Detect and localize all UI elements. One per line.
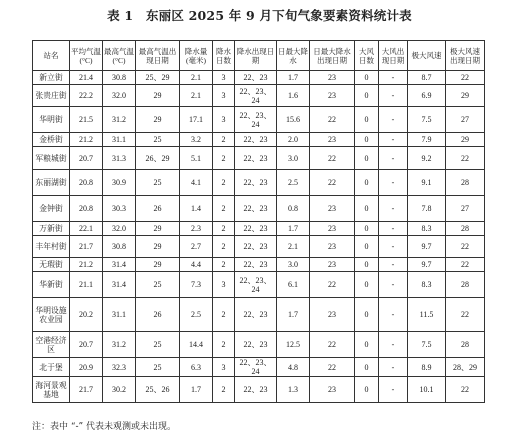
data-cell: - (379, 107, 408, 133)
table-row (33, 196, 485, 222)
data-cell: 2.1 (180, 71, 213, 85)
data-cell: 6.3 (180, 358, 213, 377)
station-name-cell: 金桥街 (33, 133, 70, 147)
data-cell: 3 (213, 85, 235, 107)
data-cell: 25、26 (136, 377, 180, 403)
data-cell: 31.1 (103, 298, 136, 332)
data-cell: 0.8 (277, 196, 310, 222)
header-row (33, 41, 485, 71)
station-name-cell: 东丽湖街 (33, 170, 70, 196)
data-cell: 4.1 (180, 170, 213, 196)
data-cell: 0 (355, 272, 379, 298)
weather-stats-table (32, 40, 485, 403)
data-cell: 21.7 (70, 377, 103, 403)
data-cell: 29 (136, 258, 180, 272)
data-cell: 9.1 (408, 170, 446, 196)
data-cell: 22.1 (70, 222, 103, 236)
data-cell: 20.8 (70, 170, 103, 196)
data-cell: 29 (446, 85, 485, 107)
data-cell: 22 (310, 170, 355, 196)
data-cell: 1.3 (277, 377, 310, 403)
data-cell: 3.0 (277, 147, 310, 170)
data-cell: - (379, 133, 408, 147)
data-cell: 20.8 (70, 196, 103, 222)
column-header: 极大风速出现日期 (446, 41, 485, 71)
data-cell: 23 (310, 236, 355, 258)
data-cell: 2.5 (180, 298, 213, 332)
data-cell: 27 (446, 196, 485, 222)
data-cell: 21.4 (70, 71, 103, 85)
data-cell: 32.0 (103, 222, 136, 236)
data-cell: - (379, 196, 408, 222)
data-cell: 2.5 (277, 170, 310, 196)
data-cell: - (379, 222, 408, 236)
data-cell: - (379, 236, 408, 258)
data-cell: - (379, 170, 408, 196)
data-cell: 0 (355, 358, 379, 377)
table-row (33, 170, 485, 196)
data-cell: 23 (310, 85, 355, 107)
data-cell: 22、23、24 (235, 358, 277, 377)
data-cell: 31.4 (103, 258, 136, 272)
data-cell: 2 (213, 377, 235, 403)
data-cell: 20.7 (70, 147, 103, 170)
data-cell: 4.8 (277, 358, 310, 377)
data-cell: 22.2 (70, 85, 103, 107)
data-cell: 26 (136, 298, 180, 332)
data-cell: 28 (446, 332, 485, 358)
data-cell: 2 (213, 147, 235, 170)
data-cell: 23 (310, 258, 355, 272)
data-cell: 22、23、24 (235, 107, 277, 133)
data-cell: 0 (355, 170, 379, 196)
data-cell: 23 (310, 298, 355, 332)
data-cell: 21.5 (70, 107, 103, 133)
column-header: 日最大降水出现日期 (310, 41, 355, 71)
data-cell: 2.3 (180, 222, 213, 236)
data-cell: 22、23、24 (235, 85, 277, 107)
data-cell: 31.2 (103, 107, 136, 133)
data-cell: 3.0 (277, 258, 310, 272)
table-row (33, 236, 485, 258)
data-cell: 22 (446, 236, 485, 258)
data-cell: 1.7 (180, 377, 213, 403)
data-cell: 8.9 (408, 358, 446, 377)
data-cell: 17.1 (180, 107, 213, 133)
data-cell: 32.0 (103, 85, 136, 107)
table-title: 表 1 东丽区 2025 年 9 月下旬气象要素资料统计表 (107, 8, 412, 23)
data-cell: 30.3 (103, 196, 136, 222)
data-cell: 25 (136, 332, 180, 358)
data-cell: 21.7 (70, 236, 103, 258)
table-row (33, 222, 485, 236)
data-cell: - (379, 71, 408, 85)
data-cell: - (379, 298, 408, 332)
column-header: 最高气温出现日期 (136, 41, 180, 71)
column-header: 降水量(毫米) (180, 41, 213, 71)
station-name-cell: 丰年村街 (33, 236, 70, 258)
data-cell: 2 (213, 196, 235, 222)
station-name-cell: 新立街 (33, 71, 70, 85)
data-cell: 21.1 (70, 272, 103, 298)
data-cell: - (379, 358, 408, 377)
table-row (33, 107, 485, 133)
data-cell: 29 (136, 107, 180, 133)
data-cell: 2 (213, 332, 235, 358)
data-cell: 22、23 (235, 196, 277, 222)
data-cell: 0 (355, 377, 379, 403)
column-header: 大风日数 (355, 41, 379, 71)
table-body (33, 71, 485, 403)
data-cell: 1.7 (277, 222, 310, 236)
data-cell: 2 (213, 298, 235, 332)
data-cell: 26 (136, 196, 180, 222)
data-cell: 2.1 (277, 236, 310, 258)
data-cell: 31.4 (103, 272, 136, 298)
data-cell: 29 (446, 133, 485, 147)
station-name-cell: 华明设施农业园 (33, 298, 70, 332)
data-cell: 2 (213, 258, 235, 272)
data-cell: 3 (213, 358, 235, 377)
data-cell: 9.7 (408, 236, 446, 258)
data-cell: 2 (213, 133, 235, 147)
table-row (33, 298, 485, 332)
data-cell: 3 (213, 71, 235, 85)
data-cell: 23 (310, 196, 355, 222)
data-cell: - (379, 377, 408, 403)
station-name-cell: 华新街 (33, 272, 70, 298)
station-name-cell: 北于堡 (33, 358, 70, 377)
data-cell: 25 (136, 133, 180, 147)
data-cell: 22 (310, 358, 355, 377)
data-cell: 31.2 (103, 332, 136, 358)
data-cell: - (379, 272, 408, 298)
data-cell: 2 (213, 222, 235, 236)
station-name-cell: 华明街 (33, 107, 70, 133)
column-header: 最高气温(°C) (103, 41, 136, 71)
data-cell: 2.1 (180, 85, 213, 107)
table-row (33, 332, 485, 358)
data-cell: 7.3 (180, 272, 213, 298)
data-cell: 7.9 (408, 133, 446, 147)
data-cell: 30.8 (103, 236, 136, 258)
data-cell: 1.6 (277, 85, 310, 107)
data-cell: 22、23 (235, 71, 277, 85)
data-cell: 0 (355, 71, 379, 85)
data-cell: 28 (446, 272, 485, 298)
column-header: 降水出现日期 (235, 41, 277, 71)
data-cell: 31.1 (103, 133, 136, 147)
station-name-cell: 金钟街 (33, 196, 70, 222)
table-note: 注：表中 “-” 代表未观测或未出现。 (32, 422, 176, 432)
data-cell: 23 (310, 377, 355, 403)
data-cell: 22、23 (235, 258, 277, 272)
data-cell: 25 (136, 358, 180, 377)
data-cell: 29 (136, 222, 180, 236)
data-cell: - (379, 332, 408, 358)
data-cell: 4.4 (180, 258, 213, 272)
data-cell: 8.3 (408, 222, 446, 236)
data-cell: 21.2 (70, 258, 103, 272)
data-cell: 22、23 (235, 133, 277, 147)
data-cell: 7.8 (408, 196, 446, 222)
data-cell: 2.0 (277, 133, 310, 147)
station-name-cell: 空港经济区 (33, 332, 70, 358)
data-cell: 3 (213, 107, 235, 133)
data-cell: 28 (446, 170, 485, 196)
data-cell: 22、23 (235, 222, 277, 236)
data-cell: 22 (446, 147, 485, 170)
data-cell: 0 (355, 236, 379, 258)
data-cell: 26、29 (136, 147, 180, 170)
data-cell: 0 (355, 196, 379, 222)
data-cell: 9.7 (408, 258, 446, 272)
data-cell: - (379, 147, 408, 170)
data-cell: 20.2 (70, 298, 103, 332)
data-cell: 22 (310, 272, 355, 298)
data-cell: 30.8 (103, 71, 136, 85)
data-cell: 22 (446, 377, 485, 403)
data-cell: 3 (213, 272, 235, 298)
data-cell: 0 (355, 222, 379, 236)
data-cell: 30.2 (103, 377, 136, 403)
column-header: 大风出现日期 (379, 41, 408, 71)
data-cell: 6.1 (277, 272, 310, 298)
data-cell: 0 (355, 133, 379, 147)
data-cell: 31.3 (103, 147, 136, 170)
data-cell: 21.2 (70, 133, 103, 147)
data-cell: 5.1 (180, 147, 213, 170)
table-row (33, 377, 485, 403)
table-row (33, 258, 485, 272)
data-cell: 22、23 (235, 147, 277, 170)
data-cell: 27 (446, 107, 485, 133)
data-cell: 1.4 (180, 196, 213, 222)
data-cell: 22、23 (235, 170, 277, 196)
data-cell: 23 (310, 222, 355, 236)
column-header: 极大风速 (408, 41, 446, 71)
data-cell: 22 (446, 298, 485, 332)
table-row (33, 272, 485, 298)
column-header: 站名 (33, 41, 70, 71)
station-name-cell: 无瑕街 (33, 258, 70, 272)
data-cell: 2 (213, 236, 235, 258)
table-row (33, 71, 485, 85)
data-cell: 28 (446, 222, 485, 236)
data-cell: 23 (310, 71, 355, 85)
data-cell: 22、23 (235, 298, 277, 332)
data-cell: 1.7 (277, 298, 310, 332)
data-cell: 22、23、24 (235, 272, 277, 298)
table-row (33, 133, 485, 147)
data-cell: 22 (446, 258, 485, 272)
data-cell: 22 (446, 71, 485, 85)
data-cell: 20.7 (70, 332, 103, 358)
data-cell: 12.5 (277, 332, 310, 358)
data-cell: - (379, 85, 408, 107)
data-cell: 0 (355, 258, 379, 272)
table-row (33, 85, 485, 107)
data-cell: 8.3 (408, 272, 446, 298)
data-cell: 9.2 (408, 147, 446, 170)
data-cell: 23 (310, 133, 355, 147)
data-cell: 0 (355, 298, 379, 332)
data-cell: 1.7 (277, 71, 310, 85)
station-name-cell: 张贵庄街 (33, 85, 70, 107)
data-cell: 0 (355, 107, 379, 133)
data-cell: 11.5 (408, 298, 446, 332)
data-cell: 14.4 (180, 332, 213, 358)
data-cell: 29 (136, 236, 180, 258)
data-cell: 25 (136, 272, 180, 298)
data-cell: 32.3 (103, 358, 136, 377)
data-cell: 22 (310, 107, 355, 133)
column-header: 平均气温(°C) (70, 41, 103, 71)
data-cell: 0 (355, 332, 379, 358)
data-cell: 8.7 (408, 71, 446, 85)
data-cell: 28、29 (446, 358, 485, 377)
data-cell: 10.1 (408, 377, 446, 403)
data-cell: 30.9 (103, 170, 136, 196)
data-cell: 22、23 (235, 377, 277, 403)
data-cell: 29 (136, 85, 180, 107)
station-name-cell: 万新街 (33, 222, 70, 236)
data-cell: 0 (355, 85, 379, 107)
data-cell: 0 (355, 147, 379, 170)
data-cell: 22 (310, 332, 355, 358)
data-cell: 7.5 (408, 332, 446, 358)
data-cell: 7.5 (408, 107, 446, 133)
data-cell: 22、23 (235, 332, 277, 358)
column-header: 日最大降水 (277, 41, 310, 71)
data-cell: 2.7 (180, 236, 213, 258)
data-cell: 3.2 (180, 133, 213, 147)
table-row (33, 147, 485, 170)
table-row (33, 358, 485, 377)
column-header: 降水日数 (213, 41, 235, 71)
station-name-cell: 海河景观基地 (33, 377, 70, 403)
data-cell: 20.9 (70, 358, 103, 377)
data-cell: 22、23 (235, 236, 277, 258)
data-cell: 2 (213, 170, 235, 196)
data-cell: 15.6 (277, 107, 310, 133)
data-cell: - (379, 258, 408, 272)
data-cell: 22 (310, 147, 355, 170)
data-cell: 25 (136, 170, 180, 196)
station-name-cell: 军粮城街 (33, 147, 70, 170)
data-cell: 6.9 (408, 85, 446, 107)
data-cell: 25、29 (136, 71, 180, 85)
